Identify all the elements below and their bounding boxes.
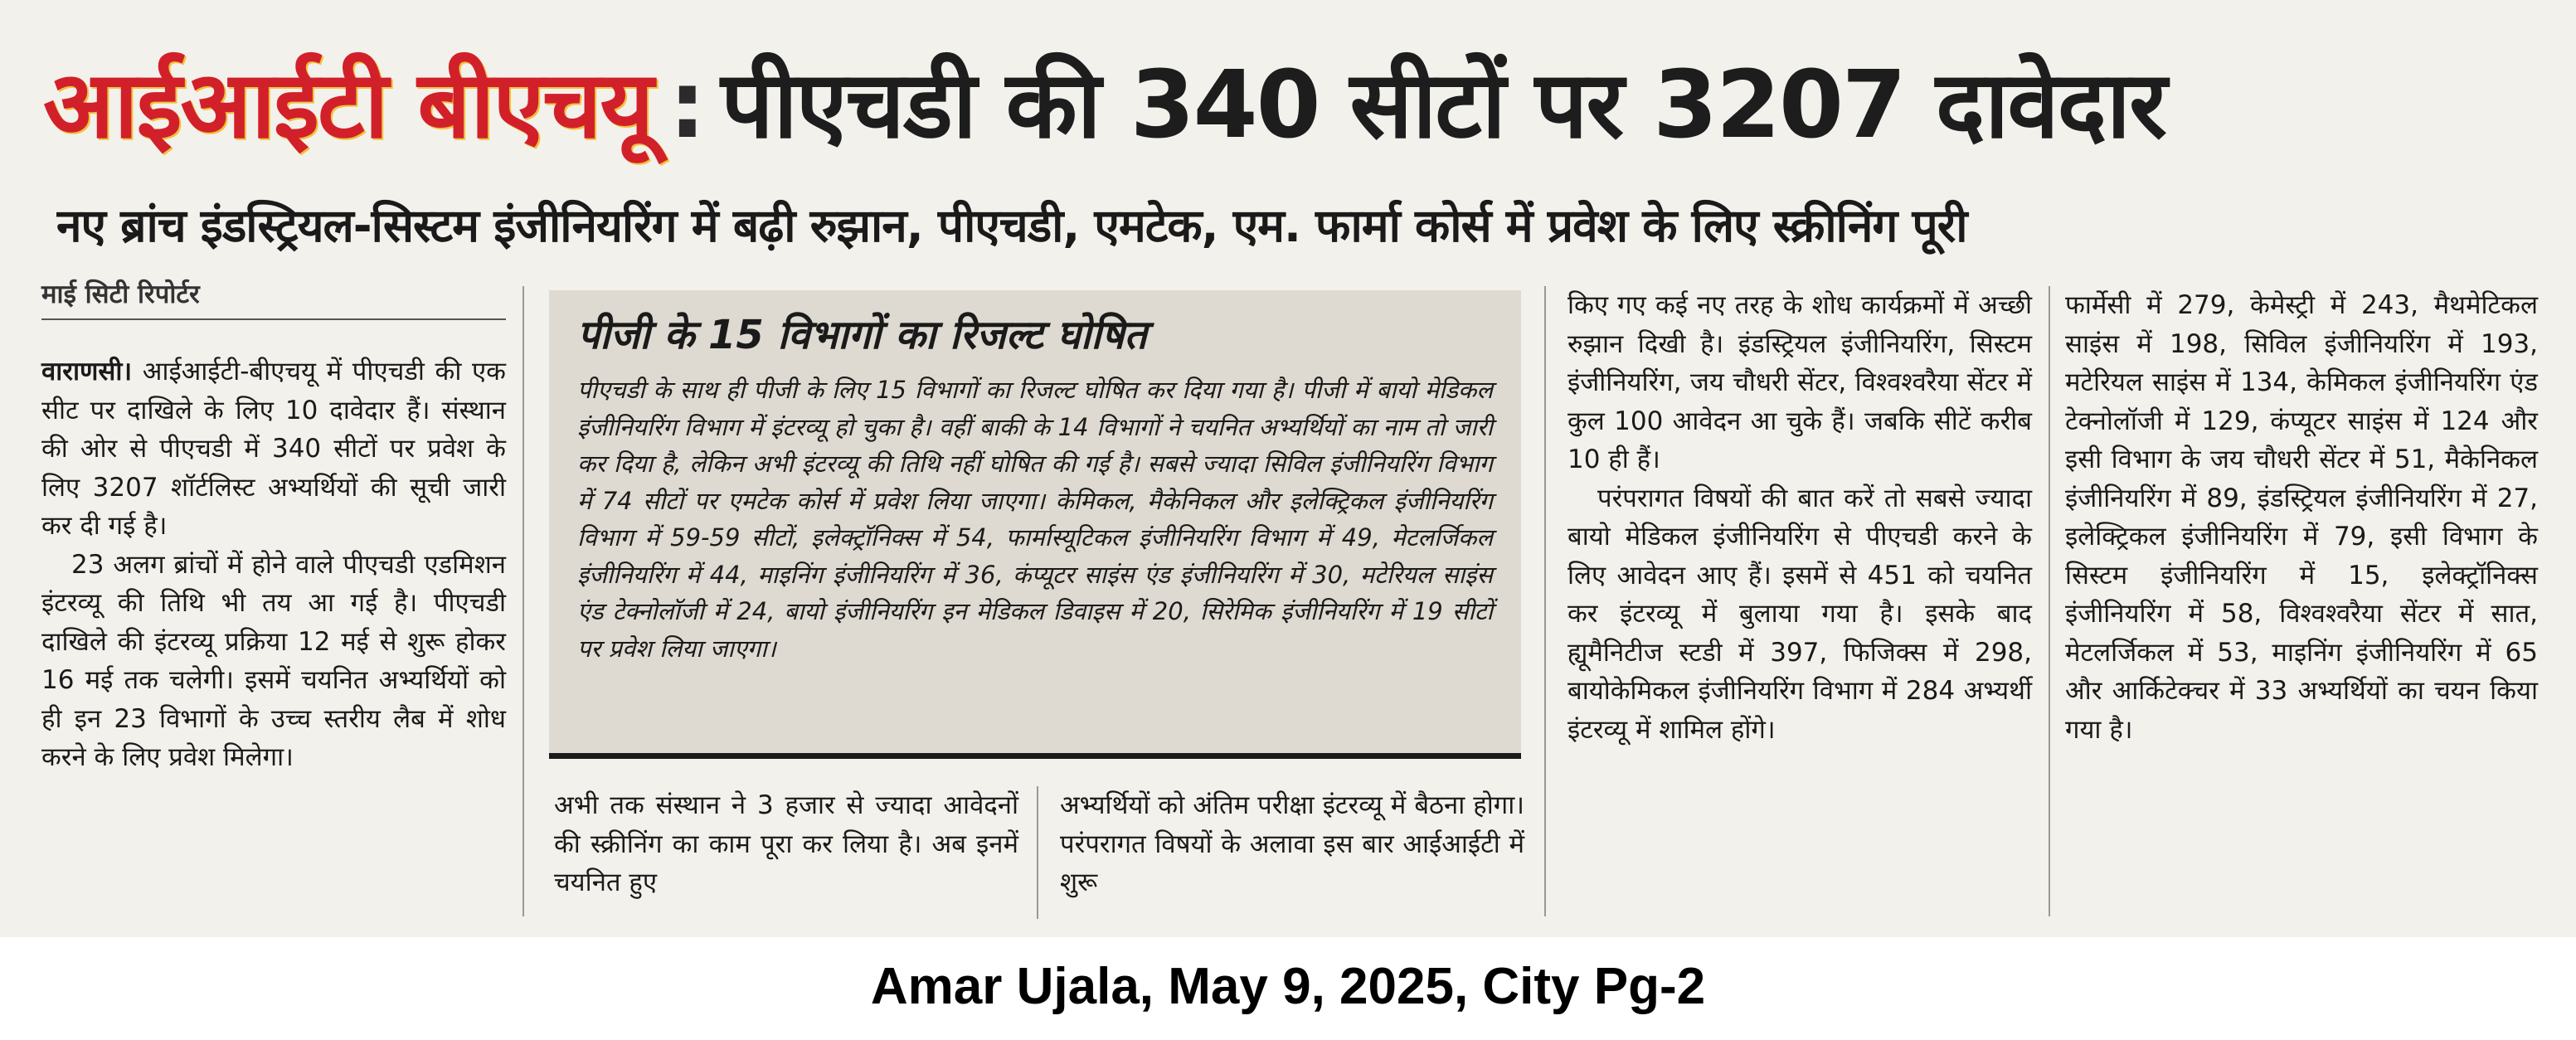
- source-caption: Amar Ujala, May 9, 2025, City Pg-2: [870, 958, 1706, 1015]
- article-paragraph: अभ्यर्थियों को अंतिम परीक्षा इंटरव्यू में बैठना होगा। परंपरागत विषयों के अलावा इस बार आईआईटी में शुरू: [1060, 790, 1524, 897]
- article-column-4: [2065, 286, 2538, 749]
- sidebar-box: [549, 290, 1521, 759]
- headline: [43, 33, 2548, 178]
- article-column-2a: [554, 786, 1018, 902]
- byline: माई सिटी रिपोर्टर: [41, 274, 506, 320]
- article-paragraph: किए गए कई नए तरह के शोध कार्यक्रमों में अच्छी रुझान दिखी है। इंडस्ट्रियल इंजीनियरिंग, सिस्टम इंजीनियरिंग, जय चौधरी सेंटर, विश्वश्वरैया सेंटर में कुल 100 आवेदन आ चुके हैं। जबकि सीटें करीब 10 ही हैं।: [1567, 290, 2032, 474]
- box-body: पीएचडी के साथ ही पीजी के लिए 15 विभागों का रिजल्ट घोषित कर दिया गया है। पीजी में बायो मेडिकल इंजीनियरिंग विभाग में इंटरव्यू हो चुका है। वहीं बाकी के 14 विभागों ने चयनित अभ्यर्थियों का नाम तो जारी कर दिया है, लेकिन अभी इंटरव्यू की तिथि नहीं घोषित की गई है। सबसे ज्यादा सिविल इंजीनियरिंग विभाग में 74 सीटों पर एमटेक कोर्स में प्रवेश लिया जाएगा। केमिकल, मैकेनिकल और इलेक्ट्रिकल इंजीनियरिंग विभाग में 59-59 सीटों, इलेक्ट्रॉनिक्स में 54, फार्मास्यूटिकल इंजीनियरिंग विभाग में 49, मेटलर्जिकल इंजीनियरिंग में 44, माइनिंग इंजीनियरिंग में 36, कंप्यूटर साइंस एंड इंजीनियरिंग में 30, मटेरियल साइंस एंड टेक्नोलॉजी में 24, बायो इंजीनियरिंग इन मेडिकल डिवाइस में 20, सिरेमिक इंजीनियरिंग में 19 सीटों पर प्रवेश लिया जाएगा।: [577, 376, 1493, 663]
- article-column-1: [41, 352, 506, 777]
- headline-main: पीएचडी की 340 सीटों पर 3207 दावेदार: [721, 51, 2165, 159]
- column-divider: [2049, 286, 2050, 916]
- article-paragraph: [41, 352, 506, 546]
- column-divider: [1037, 786, 1038, 919]
- column-divider: [1544, 286, 1546, 916]
- article-paragraph: 23 अलग ब्रांचों में होने वाले पीएचडी एडमिशन इंटरव्यू की तिथि भी तय आ गई है। पीएचडी दाखिले की इंटरव्यू प्रक्रिया 12 मई से शुरू होकर 16 मई तक चलेगी। इसमें चयनित अभ्यर्थियों को ही इन 23 विभागों के उच्च स्तरीय लैब में शोध करने के लिए प्रवेश मिलेगा।: [41, 549, 506, 772]
- subheadline: नए ब्रांच इंडस्ट्रियल-सिस्टम इंजीनियरिंग में बढ़ी रुझान, पीएचडी, एमटेक, एम. फार्मा कोर्स में प्रवेश के लिए स्क्रीनिंग पूरी: [56, 199, 1967, 252]
- column-divider: [522, 286, 524, 916]
- article-column-2b: [1060, 786, 1524, 902]
- article-paragraph: अभी तक संस्थान ने 3 हजार से ज्यादा आवेदनों की स्क्रीनिंग का काम पूरा कर लिया है। अब इनमें चयनित हुए: [554, 790, 1018, 897]
- headline-separator: :: [668, 51, 705, 159]
- headline-institution: आईआईटी बीएचयू: [43, 51, 653, 159]
- box-title: पीजी के 15 विभागों का रिजल्ट घोषित: [577, 312, 1147, 358]
- article-paragraph: परंपरागत विषयों की बात करें तो सबसे ज्यादा बायो मेडिकल इंजीनियरिंग से पीएचडी करने के लिए आवेदन आए हैं। इसमें से 451 को चयनित कर इंटरव्यू में बुलाया गया है। इसके बाद ह्यूमैनिटीज स्टडी में 397, फिजिक्स में 298, बायोकेमिकल इंजीनियरिंग विभाग में 284 अभ्यर्थी इंटरव्यू में शामिल होंगे।: [1567, 483, 2032, 745]
- article-paragraph: फार्मेसी में 279, केमेस्ट्री में 243, मैथमेटिकल साइंस में 198, सिविल इंजीनियरिंग में 193, मटेरियल साइंस में 134, केमिकल इंजीनियरिंग एंड टेक्नोलॉजी में 129, कंप्यूटर साइंस में 124 और इसी विभाग के जय चौधरी सेंटर में 51, मैकेनिकल इंजीनियरिंग में 89, इंडस्ट्रियल इंजीनियरिंग में 27, इलेक्ट्रिकल इंजीनियरिंग में 79, इसी विभाग के सिस्टम इंजीनियरिंग में 15, इलेक्ट्रॉनिक्स इंजीनियरिंग में 58, विश्वश्वरैया सेंटर में सात, मेटलर्जिकल में 53, माइनिंग इंजीनियरिंग में 65 और आर्किटेक्चर में 33 अभ्यर्थियों का चयन किया गया है।: [2065, 290, 2538, 745]
- dateline-place: वाराणसी।: [41, 357, 133, 386]
- article-text: आईआईटी-बीएचयू में पीएचडी की एक सीट पर दाखिले के लिए 10 दावेदार हैं। संस्थान की ओर से पीएचडी में 340 सीटों पर प्रवेश के लिए 3207 शॉर्टलिस्ट अभ्यर्थियों की सूची जारी कर दी गई है।: [41, 357, 506, 541]
- article-column-3: [1567, 286, 2032, 749]
